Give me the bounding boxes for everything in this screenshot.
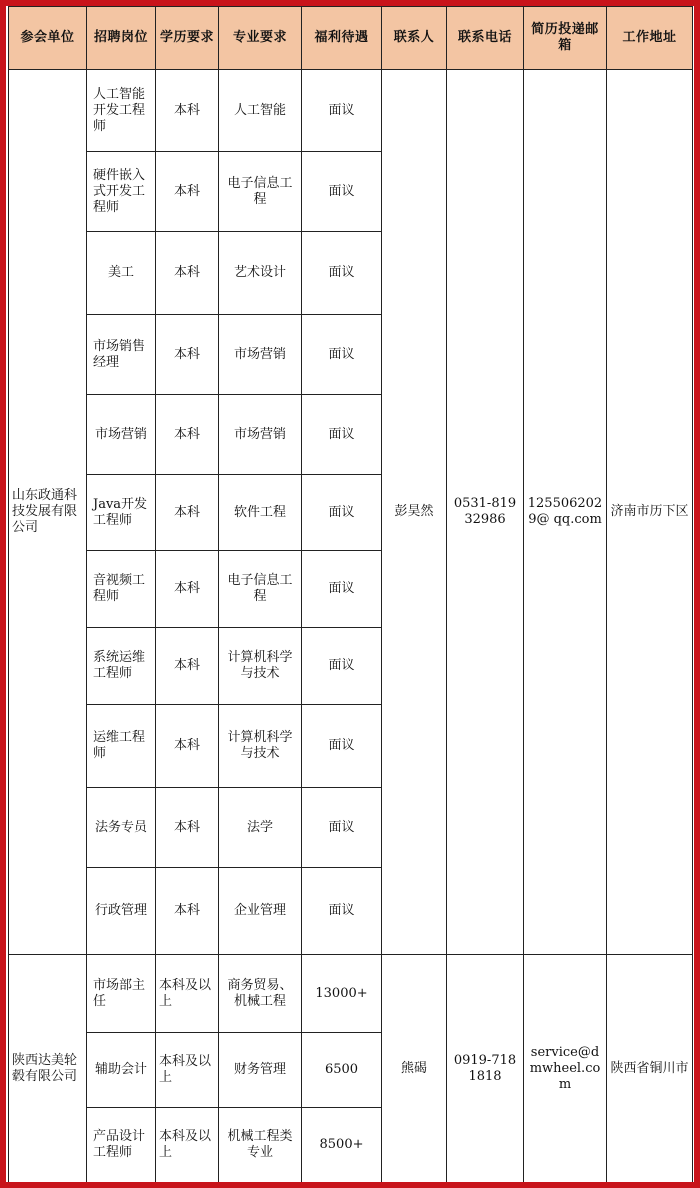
header-major: 专业要求: [219, 7, 302, 70]
job-position: 硬件嵌入式开发工程师: [87, 152, 156, 232]
job-major: 财务管理: [219, 1033, 302, 1108]
job-position: 市场销售经理: [87, 315, 156, 395]
job-major: 软件工程: [219, 475, 302, 551]
job-position: 运维工程师: [87, 705, 156, 788]
job-benefits: 面议: [302, 868, 382, 955]
job-major: 人工智能: [219, 70, 302, 152]
job-education: 本科及以上: [156, 1033, 219, 1108]
job-major: 电子信息工程: [219, 551, 302, 628]
header-address: 工作地址: [607, 7, 693, 70]
header-phone: 联系电话: [447, 7, 524, 70]
resume-email[interactable]: [524, 70, 607, 955]
job-education: 本科: [156, 705, 219, 788]
job-position: 人工智能开发工程师: [87, 70, 156, 152]
work-address: 陕西省铜川市: [607, 955, 693, 1183]
job-position: 市场营销: [87, 395, 156, 475]
job-benefits: 面议: [302, 628, 382, 705]
resume-email[interactable]: [524, 955, 607, 1183]
header-education: 学历要求: [156, 7, 219, 70]
job-position: Java开发工程师: [87, 475, 156, 551]
job-major: 机械工程类专业: [219, 1108, 302, 1183]
job-major: 计算机科学与技术: [219, 628, 302, 705]
job-position: 市场部主任: [87, 955, 156, 1033]
table-row: [9, 955, 693, 1033]
job-position: 美工: [87, 232, 156, 315]
job-major: 计算机科学与技术: [219, 705, 302, 788]
work-address: 济南市历下区: [607, 70, 693, 955]
header-benefits: 福利待遇: [302, 7, 382, 70]
header-company: 参会单位: [9, 7, 87, 70]
job-position: 行政管理: [87, 868, 156, 955]
job-benefits: 13000+: [302, 955, 382, 1033]
contact-phone: 0531-81932986: [447, 70, 524, 955]
job-education: 本科: [156, 475, 219, 551]
job-education: 本科及以上: [156, 955, 219, 1033]
email-text: 1255062029@ qq.com: [527, 496, 603, 527]
job-education: 本科: [156, 395, 219, 475]
job-major: 法学: [219, 788, 302, 868]
contact-person: 熊碣: [382, 955, 447, 1183]
job-education: 本科: [156, 152, 219, 232]
job-benefits: 面议: [302, 395, 382, 475]
job-position: 辅助会计: [87, 1033, 156, 1108]
company-name: 陕西达美轮毂有限公司: [9, 955, 87, 1183]
recruitment-table: [8, 6, 693, 1182]
document-frame: [6, 6, 694, 1182]
header-row: [9, 7, 693, 70]
job-benefits: 6500: [302, 1033, 382, 1108]
job-benefits: 面议: [302, 232, 382, 315]
job-education: 本科: [156, 232, 219, 315]
job-benefits: 面议: [302, 705, 382, 788]
job-education: 本科: [156, 70, 219, 152]
job-education: 本科: [156, 628, 219, 705]
contact-person: 彭昊然: [382, 70, 447, 955]
company-name: 山东政通科技发展有限公司: [9, 70, 87, 955]
job-benefits: 面议: [302, 551, 382, 628]
job-major: 商务贸易、机械工程: [219, 955, 302, 1033]
job-major: 艺术设计: [219, 232, 302, 315]
job-position: 音视频工程师: [87, 551, 156, 628]
job-major: 企业管理: [219, 868, 302, 955]
header-email: 简历投递邮箱: [524, 7, 607, 70]
header-position: 招聘岗位: [87, 7, 156, 70]
job-education: 本科: [156, 788, 219, 868]
job-education: 本科及以上: [156, 1108, 219, 1183]
job-major: 电子信息工程: [219, 152, 302, 232]
job-position: 法务专员: [87, 788, 156, 868]
job-benefits: 面议: [302, 788, 382, 868]
job-benefits: 面议: [302, 475, 382, 551]
job-position: 产品设计工程师: [87, 1108, 156, 1183]
job-major: 市场营销: [219, 395, 302, 475]
job-position: 系统运维工程师: [87, 628, 156, 705]
email-text: service@dmwheel.com: [529, 1044, 601, 1092]
job-education: 本科: [156, 315, 219, 395]
contact-phone: 0919-7181818: [447, 955, 524, 1183]
table-row: [9, 70, 693, 152]
job-education: 本科: [156, 868, 219, 955]
job-benefits: 8500+: [302, 1108, 382, 1183]
job-benefits: 面议: [302, 70, 382, 152]
job-benefits: 面议: [302, 315, 382, 395]
job-benefits: 面议: [302, 152, 382, 232]
job-education: 本科: [156, 551, 219, 628]
header-contact: 联系人: [382, 7, 447, 70]
job-major: 市场营销: [219, 315, 302, 395]
